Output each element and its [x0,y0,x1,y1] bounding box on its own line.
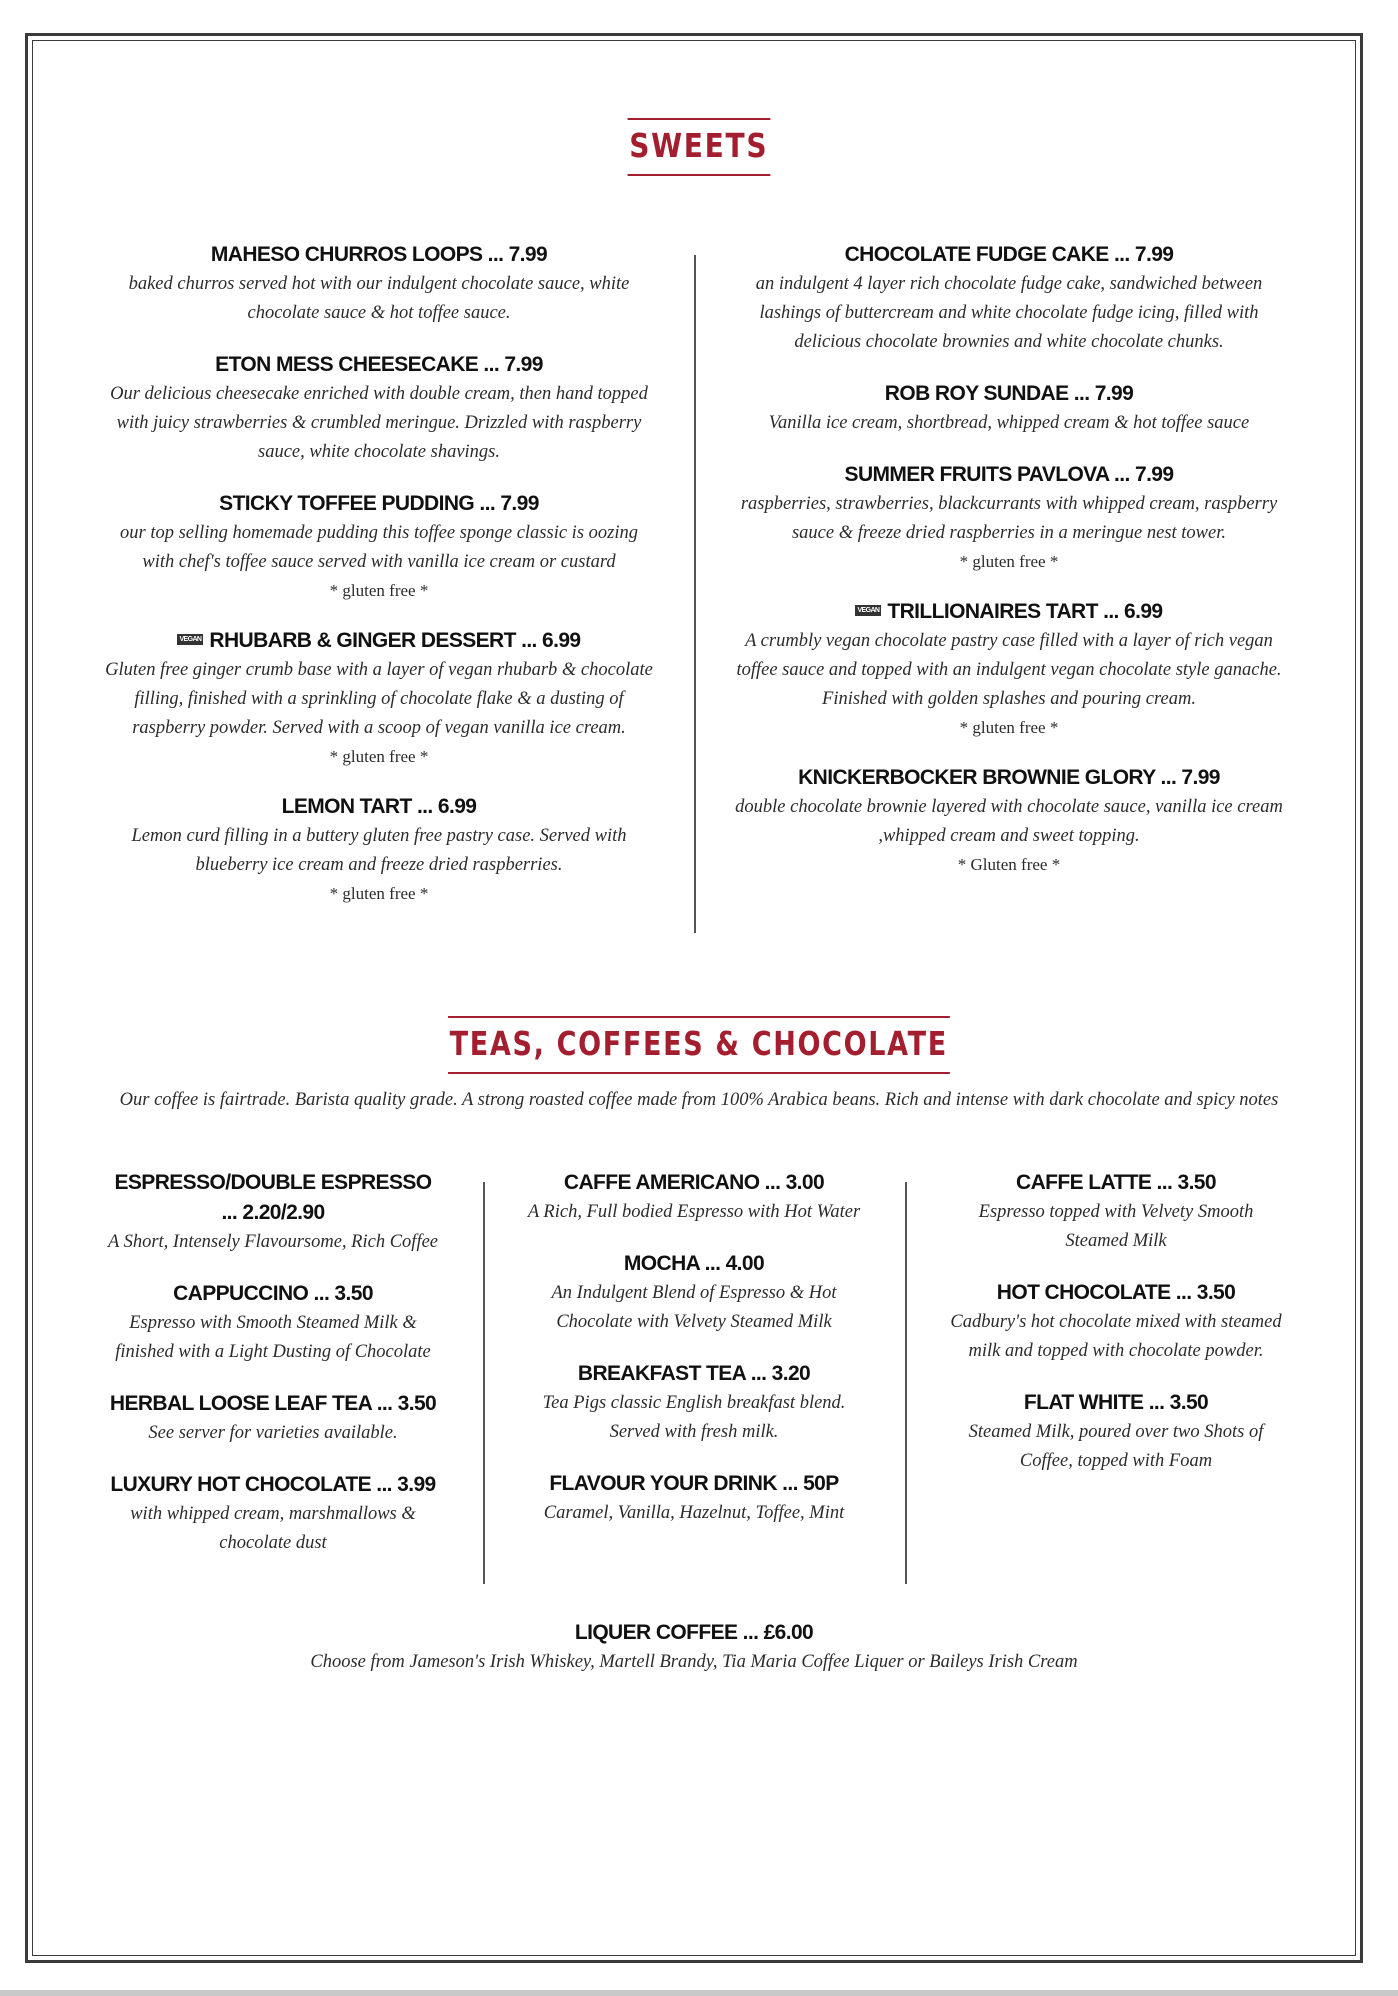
item-name [948,1278,1284,1308]
menu-item [735,240,1283,357]
menu-item [948,1278,1284,1366]
item-title: ETON MESS CHEESECAKE ... 7.99 [215,353,543,376]
item-name [526,1249,862,1279]
item-description: A Rich, Full bodied Espresso with Hot Water [527,1202,861,1222]
item-name [735,240,1283,270]
item-description: double chocolate brownie layered with chocolate sauce, vanilla ice cream ,whipped cream and sweet topping. [735,797,1283,846]
item-title: FLAT WHITE ... 3.50 [1023,1391,1209,1414]
item-description: See server for varieties available. [148,1423,398,1443]
item-title: STICKY TOFFEE PUDDING ... 7.99 [219,492,539,515]
item-name [526,1469,862,1499]
item-title: SUMMER FRUITS PAVLOVA ... 7.99 [844,463,1174,486]
item-description: A Short, Intensely Flavoursome, Rich Coffee [107,1232,439,1252]
item-title: RHUBARB & GINGER DESSERT ... 6.99 [209,629,581,652]
item-title: CHOCOLATE FUDGE CAKE ... 7.99 [844,243,1174,266]
item-title: LUXURY HOT CHOCOLATE ... 3.99 [110,1473,436,1496]
menu-item [526,1359,862,1447]
drinks-column-2 [526,1168,862,1550]
menu-item [526,1168,862,1227]
gluten-free-note: * gluten free * [959,718,1059,737]
vegan-badge-icon: VEGAN [857,606,880,614]
menu-item [735,460,1283,575]
item-title: HERBAL LOOSE LEAF TEA ... 3.50 [109,1392,437,1415]
menu-item [105,626,653,770]
gluten-free-note: * gluten free * [959,552,1059,571]
sweets-column-divider [694,255,696,933]
item-name: LIQUER COFFEE ... £6.00 [574,1621,814,1644]
menu-item [105,240,653,328]
item-title: TRILLIONAIRES TART ... 6.99 [887,600,1163,623]
item-name [105,1389,441,1419]
menu-item [105,350,653,467]
sweets-right-column [735,240,1283,900]
menu-item [105,489,653,604]
drinks-heading [0,1016,1398,1074]
item-name [948,1388,1284,1418]
item-name [526,1168,862,1198]
menu-item [735,379,1283,438]
gluten-free-note: * gluten free * [329,747,429,766]
item-title: FLAVOUR YOUR DRINK ... 50P [549,1472,839,1495]
item-name [105,792,653,822]
sweets-left-column [105,240,653,929]
item-description: Tea Pigs classic English breakfast blend. Served with fresh milk. [542,1393,846,1442]
item-description: Espresso with Smooth Steamed Milk & finished with a Light Dusting of Chocolate [115,1313,431,1362]
item-description: Gluten free ginger crumb base with a layer of vegan rhubarb & chocolate filling, finished with a sprinkling of chocolate flake & a dusting of raspberry powder. Served with a scoop of vegan vanilla ice cream. [105,660,653,738]
item-description: with whipped cream, marshmallows & chocolate dust [130,1504,416,1553]
item-description: Caramel, Vanilla, Hazelnut, Toffee, Mint [543,1503,845,1523]
item-title: CAFFE LATTE ... 3.50 [1016,1171,1216,1194]
menu-item [948,1168,1284,1256]
item-name [735,763,1283,793]
item-description: Lemon curd filling in a buttery gluten free pastry case. Served with blueberry ice cream and freeze dried raspberries. [131,826,627,875]
drinks-column-3 [948,1168,1284,1498]
coffee-intro-text: Our coffee is fairtrade. Barista quality grade. A strong roasted coffee made from 100% Arabica beans. Rich and intense with dark chocolate and spicy notes [119,1090,1279,1110]
item-description: our top selling homemade pudding this toffee sponge classic is oozing with chef's toffee sauce served with vanilla ice cream or custard [120,523,638,572]
item-name [105,350,653,380]
item-description: Cadbury's hot chocolate mixed with steamed milk and topped with chocolate powder. [950,1312,1282,1361]
item-name [105,1470,441,1500]
item-description: baked churros served hot with our indulgent chocolate sauce, white chocolate sauce & hot toffee sauce. [128,274,630,323]
item-description: Steamed Milk, poured over two Shots of Coffee, topped with Foam [968,1422,1264,1471]
item-title: BREAKFAST TEA ... 3.20 [577,1362,811,1385]
menu-item [105,1389,441,1448]
item-title: CAPPUCCINO ... 3.50 [173,1282,373,1305]
item-name [526,1359,862,1389]
sweets-heading [0,118,1398,176]
item-title: LEMON TART ... 6.99 [281,795,477,818]
drinks-column-1 [105,1168,441,1580]
menu-item [105,1470,441,1558]
item-title: ESPRESSO/DOUBLE ESPRESSO ... 2.20/2.90 [114,1171,432,1224]
item-name [948,1168,1284,1198]
gluten-free-note: * gluten free * [329,581,429,600]
item-name [735,597,1283,627]
item-description: Espresso topped with Velvety Smooth Steamed Milk [978,1202,1254,1251]
menu-item [105,1279,441,1367]
menu-item [526,1469,862,1528]
item-description: raspberries, strawberries, blackcurrants with whipped cream, raspberry sauce & freeze dried raspberries in a meringue nest tower. [740,494,1278,543]
item-description: Choose from Jameson's Irish Whiskey, Martell Brandy, Tia Maria Coffee Liquer or Baileys Irish Cream [310,1652,1078,1672]
item-name [735,460,1283,490]
item-name [105,489,653,519]
menu-item [526,1249,862,1337]
page-bottom-bar [0,1990,1398,1996]
item-name [105,1168,441,1228]
item-description: Our delicious cheesecake enriched with double cream, then hand topped with juicy strawberries & crumbled meringue. Drizzled with raspberry sauce, white chocolate shavings. [110,384,648,462]
gluten-free-note: * gluten free * [329,884,429,903]
item-name [105,626,653,656]
menu-item [735,597,1283,741]
liqueur-coffee-item [150,1618,1238,1677]
item-name [735,379,1283,409]
drinks-divider-2 [905,1182,907,1584]
menu-item [105,1168,441,1257]
menu-item [948,1388,1284,1476]
item-description: An Indulgent Blend of Espresso & Hot Chocolate with Velvety Steamed Milk [551,1283,837,1332]
vegan-badge-icon: VEGAN [179,635,202,643]
item-description: A crumbly vegan chocolate pastry case filled with a layer of rich vegan toffee sauce and topped with an indulgent vegan chocolate style ganache. Finished with golden splashes and pouring cream. [736,631,1282,709]
item-title: MAHESO CHURROS LOOPS ... 7.99 [210,243,548,266]
drinks-divider-1 [483,1182,485,1584]
item-name [105,240,653,270]
menu-item [735,763,1283,878]
drinks-title: TEAS, COFFEES & CHOCOLATE [448,1016,949,1074]
item-name [105,1279,441,1309]
gluten-free-note: * Gluten free * [957,855,1061,874]
item-title: MOCHA ... 4.00 [623,1252,765,1275]
sweets-title: SWEETS [628,118,770,176]
item-description: an indulgent 4 layer rich chocolate fudge cake, sandwiched between lashings of buttercream and white chocolate fudge icing, filled with delicious chocolate brownies and white chocolate chunks. [755,274,1263,352]
item-title: ROB ROY SUNDAE ... 7.99 [884,382,1134,405]
item-title: HOT CHOCOLATE ... 3.50 [996,1281,1236,1304]
item-description: Vanilla ice cream, shortbread, whipped cream & hot toffee sauce [768,413,1250,433]
menu-item [105,792,653,907]
item-title: KNICKERBOCKER BROWNIE GLORY ... 7.99 [798,766,1220,789]
item-title: CAFFE AMERICANO ... 3.00 [563,1171,825,1194]
